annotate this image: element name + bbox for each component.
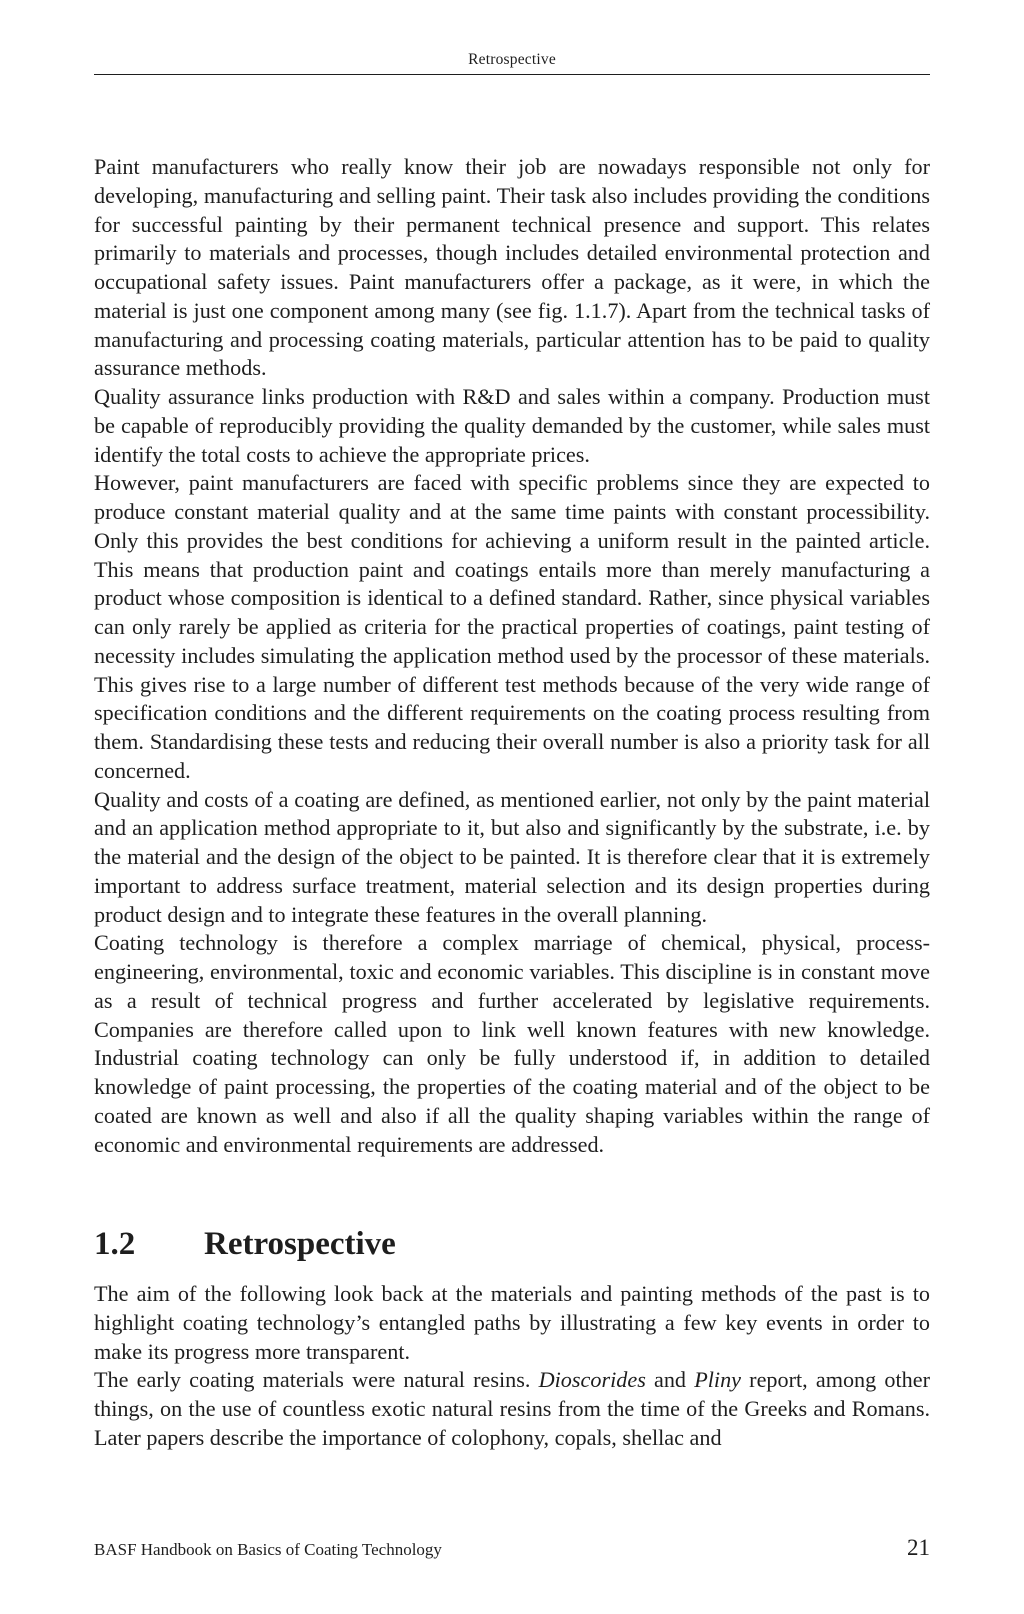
text-run: report, among other things, on the use of countless exotic natural resins from the time of the Greeks and Romans. Later papers describe the importance of colophony, copals, shellac and	[94, 1367, 930, 1450]
section-paragraph-early-materials	[94, 1366, 930, 1452]
text-run: and	[645, 1367, 695, 1393]
footer-book-title: BASF Handbook on Basics of Coating Technology	[94, 1540, 442, 1559]
paragraph-quality-and-costs: Quality and costs of a coating are defined, as mentioned earlier, not only by the paint material and an application method appropriate to it, but also and significantly by the substrate, i.e. by the material and the design of the object to be painted. It is therefore clear that it is extremely important to address surface treatment, material selection and its design properties during product design and to integrate these features in the overall planning.	[94, 786, 930, 927]
paragraph-coating-technology: Coating technology is therefore a complex marriage of chemical, physical, process-engineering, environmental, toxic and economic variables. This discipline is in constant move as a result of technical progress and further accelerated by legislative requirements. Companies are therefore called upon to link well known features with new knowledge. Industrial coating technology can only be fully understood if, in addition to detailed knowledge of paint processing, the properties of the coating material and of the object to be coated are known as well and also if all the quality shaping variables within the range of economic and environmental requirements are addressed.	[94, 930, 930, 1157]
body-text	[94, 153, 930, 1159]
author-name-pliny: Pliny	[694, 1367, 742, 1393]
running-header: Retrospective	[468, 51, 556, 68]
section-heading	[94, 1223, 930, 1265]
page-number: 21	[907, 1535, 930, 1560]
paragraph-quality-assurance: Quality assurance links production with R&D and sales within a company. Production must be capable of reproducibly providing the quality demanded by the customer, while sales must identify the total costs to achieve the appropriate prices.	[94, 384, 930, 467]
paragraph-specific-problems: However, paint manufacturers are faced with specific problems since they are expected to produce constant material quality and at the same time paints with constant processibility. Only this provides the best conditions for achieving a uniform result in the painted article. This means that production paint and coatings entails more than merely manufacturing a product whose composition is identical to a defined standard. Rather, since physical variables can only rarely be applied as criteria for the practical properties of coatings, paint testing of necessity includes simulating the application method used by the processor of these materials. This gives rise to a large number of different test methods because of the very wide range of specification conditions and the different requirements on the coating process resulting from them. Standardising these tests and reducing their overall number is also a priority task for all concerned.	[94, 470, 930, 783]
header-rule	[94, 74, 930, 75]
section-body	[94, 1280, 930, 1453]
text-run: The early coating materials were natural resins.	[94, 1367, 539, 1393]
section-paragraph-aim: The aim of the following look back at the materials and painting methods of the past is to highlight coating technology’s entangled paths by illustrating a few key events in order to make its progress more transparent.	[94, 1281, 930, 1364]
author-name-dioscorides: Dioscorides	[538, 1367, 646, 1393]
section-number: 1.2	[94, 1226, 136, 1262]
section-title: Retrospective	[204, 1226, 396, 1262]
paragraph-paint-manufacturers: Paint manufacturers who really know their job are nowadays responsible not only for developing, manufacturing and selling paint. Their task also includes providing the conditions for successful painting by their permanent technical presence and support. This relates primarily to materials and processes, though includes detailed environmental protection and occupational safety issues. Paint manufacturers offer a package, as it were, in which the material is just one component among many (see fig. 1.1.7). Apart from the technical tasks of manufacturing and processing coating materials, particular attention has to be paid to quality assurance methods.	[94, 154, 930, 381]
